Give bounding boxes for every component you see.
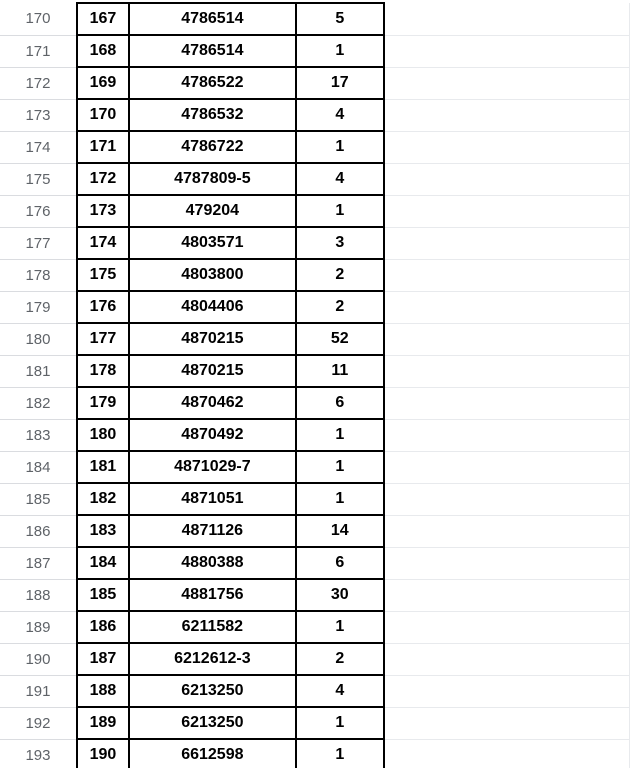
cell-part-number[interactable]: 4870215	[129, 355, 296, 387]
cell-quantity[interactable]: 4	[296, 99, 384, 131]
cell-part-number[interactable]: 4786522	[129, 67, 296, 99]
cell-part-number[interactable]: 6612598	[129, 739, 296, 768]
table-row	[0, 227, 630, 259]
cell-part-number[interactable]: 4786514	[129, 35, 296, 67]
table-row	[0, 739, 630, 768]
cell-empty[interactable]	[384, 67, 630, 99]
cell-empty[interactable]	[384, 579, 630, 611]
cell-empty[interactable]	[384, 387, 630, 419]
cell-item-number[interactable]: 190	[77, 739, 129, 768]
cell-item-number[interactable]: 185	[77, 579, 129, 611]
cell-part-number[interactable]: 4881756	[129, 579, 296, 611]
cell-item-number[interactable]: 169	[77, 67, 129, 99]
row-header[interactable]: 178	[0, 259, 77, 291]
row-header[interactable]: 171	[0, 35, 77, 67]
cell-empty[interactable]	[384, 483, 630, 515]
cell-empty[interactable]	[384, 195, 630, 227]
cell-empty[interactable]	[384, 99, 630, 131]
cell-empty[interactable]	[384, 419, 630, 451]
cell-empty[interactable]	[384, 3, 630, 35]
cell-empty[interactable]	[384, 291, 630, 323]
row-header[interactable]: 182	[0, 387, 77, 419]
row-header[interactable]: 185	[0, 483, 77, 515]
table-row	[0, 675, 630, 707]
cell-item-number[interactable]: 170	[77, 99, 129, 131]
cell-quantity[interactable]: 30	[296, 579, 384, 611]
cell-part-number[interactable]: 4880388	[129, 547, 296, 579]
row-header[interactable]: 175	[0, 163, 77, 195]
cell-part-number[interactable]: 4871126	[129, 515, 296, 547]
row-header[interactable]: 176	[0, 195, 77, 227]
cell-item-number[interactable]: 184	[77, 547, 129, 579]
row-header[interactable]: 172	[0, 67, 77, 99]
cell-empty[interactable]	[384, 227, 630, 259]
cell-item-number[interactable]: 186	[77, 611, 129, 643]
cell-part-number[interactable]: 6213250	[129, 707, 296, 739]
cell-part-number[interactable]: 4804406	[129, 291, 296, 323]
cell-empty[interactable]	[384, 547, 630, 579]
cell-quantity[interactable]: 4	[296, 675, 384, 707]
table-row	[0, 259, 630, 291]
cell-table-body	[0, 3, 630, 768]
cell-part-number[interactable]: 6213250	[129, 675, 296, 707]
table-row	[0, 547, 630, 579]
table-row	[0, 515, 630, 547]
table-row	[0, 643, 630, 675]
cell-empty[interactable]	[384, 611, 630, 643]
cell-quantity[interactable]: 2	[296, 259, 384, 291]
cell-quantity[interactable]: 3	[296, 227, 384, 259]
cell-item-number[interactable]: 178	[77, 355, 129, 387]
cell-part-number[interactable]: 4871051	[129, 483, 296, 515]
row-header[interactable]: 191	[0, 675, 77, 707]
row-header[interactable]: 192	[0, 707, 77, 739]
cell-part-number[interactable]: 4870492	[129, 419, 296, 451]
cell-item-number[interactable]: 179	[77, 387, 129, 419]
row-header[interactable]: 180	[0, 323, 77, 355]
cell-quantity[interactable]: 5	[296, 3, 384, 35]
row-header[interactable]: 173	[0, 99, 77, 131]
row-header[interactable]: 179	[0, 291, 77, 323]
cell-empty[interactable]	[384, 643, 630, 675]
table-row	[0, 323, 630, 355]
cell-item-number[interactable]: 173	[77, 195, 129, 227]
table-row	[0, 579, 630, 611]
table-row	[0, 707, 630, 739]
row-header[interactable]: 186	[0, 515, 77, 547]
cell-item-number[interactable]: 188	[77, 675, 129, 707]
row-header[interactable]: 193	[0, 739, 77, 768]
cell-item-number[interactable]: 172	[77, 163, 129, 195]
cell-quantity[interactable]: 1	[296, 195, 384, 227]
table-row	[0, 3, 630, 35]
cell-item-number[interactable]: 177	[77, 323, 129, 355]
cell-part-number[interactable]: 6212612-3	[129, 643, 296, 675]
cell-quantity[interactable]: 14	[296, 515, 384, 547]
row-header[interactable]: 177	[0, 227, 77, 259]
table-row	[0, 131, 630, 163]
cell-item-number[interactable]: 187	[77, 643, 129, 675]
cell-part-number[interactable]: 4870215	[129, 323, 296, 355]
cell-quantity[interactable]: 1	[296, 451, 384, 483]
cell-item-number[interactable]: 168	[77, 35, 129, 67]
cell-quantity[interactable]: 1	[296, 483, 384, 515]
cell-item-number[interactable]: 175	[77, 259, 129, 291]
cell-part-number[interactable]: 4787809-5	[129, 163, 296, 195]
row-header[interactable]: 189	[0, 611, 77, 643]
cell-table	[0, 2, 630, 768]
row-header[interactable]: 170	[0, 3, 77, 35]
cell-item-number[interactable]: 174	[77, 227, 129, 259]
table-row	[0, 355, 630, 387]
cell-quantity[interactable]: 1	[296, 131, 384, 163]
cell-item-number[interactable]: 182	[77, 483, 129, 515]
cell-empty[interactable]	[384, 707, 630, 739]
cell-quantity[interactable]: 6	[296, 387, 384, 419]
cell-quantity[interactable]: 1	[296, 739, 384, 768]
cell-empty[interactable]	[384, 259, 630, 291]
cell-part-number[interactable]: 4786514	[129, 3, 296, 35]
row-header[interactable]: 190	[0, 643, 77, 675]
cell-empty[interactable]	[384, 739, 630, 768]
table-row	[0, 195, 630, 227]
cell-quantity[interactable]: 4	[296, 163, 384, 195]
cell-quantity[interactable]: 1	[296, 35, 384, 67]
cell-part-number[interactable]: 4803800	[129, 259, 296, 291]
table-row	[0, 99, 630, 131]
cell-empty[interactable]	[384, 675, 630, 707]
cell-item-number[interactable]: 189	[77, 707, 129, 739]
table-row	[0, 67, 630, 99]
cell-empty[interactable]	[384, 163, 630, 195]
cell-item-number[interactable]: 167	[77, 3, 129, 35]
cell-item-number[interactable]: 171	[77, 131, 129, 163]
cell-part-number[interactable]: 4870462	[129, 387, 296, 419]
cell-item-number[interactable]: 183	[77, 515, 129, 547]
cell-quantity[interactable]: 1	[296, 419, 384, 451]
cell-item-number[interactable]: 181	[77, 451, 129, 483]
row-header[interactable]: 188	[0, 579, 77, 611]
table-row	[0, 387, 630, 419]
cell-part-number[interactable]: 479204	[129, 195, 296, 227]
table-row	[0, 163, 630, 195]
row-header[interactable]: 181	[0, 355, 77, 387]
table-row	[0, 483, 630, 515]
table-row	[0, 611, 630, 643]
cell-empty[interactable]	[384, 35, 630, 67]
cell-empty[interactable]	[384, 131, 630, 163]
cell-part-number[interactable]: 4871029-7	[129, 451, 296, 483]
cell-item-number[interactable]: 176	[77, 291, 129, 323]
cell-quantity[interactable]: 11	[296, 355, 384, 387]
cell-empty[interactable]	[384, 515, 630, 547]
cell-quantity[interactable]: 1	[296, 611, 384, 643]
row-header[interactable]: 183	[0, 419, 77, 451]
cell-part-number[interactable]: 4786722	[129, 131, 296, 163]
cell-empty[interactable]	[384, 451, 630, 483]
cell-quantity[interactable]: 52	[296, 323, 384, 355]
cell-empty[interactable]	[384, 323, 630, 355]
cell-part-number[interactable]: 6211582	[129, 611, 296, 643]
cell-empty[interactable]	[384, 355, 630, 387]
table-row	[0, 35, 630, 67]
row-header[interactable]: 184	[0, 451, 77, 483]
cell-quantity[interactable]: 2	[296, 291, 384, 323]
row-header[interactable]: 174	[0, 131, 77, 163]
cell-part-number[interactable]: 4803571	[129, 227, 296, 259]
cell-quantity[interactable]: 1	[296, 707, 384, 739]
table-row	[0, 419, 630, 451]
cell-quantity[interactable]: 2	[296, 643, 384, 675]
cell-item-number[interactable]: 180	[77, 419, 129, 451]
table-row	[0, 291, 630, 323]
table-row	[0, 451, 630, 483]
cell-quantity[interactable]: 17	[296, 67, 384, 99]
cell-quantity[interactable]: 6	[296, 547, 384, 579]
cell-part-number[interactable]: 4786532	[129, 99, 296, 131]
row-header[interactable]: 187	[0, 547, 77, 579]
